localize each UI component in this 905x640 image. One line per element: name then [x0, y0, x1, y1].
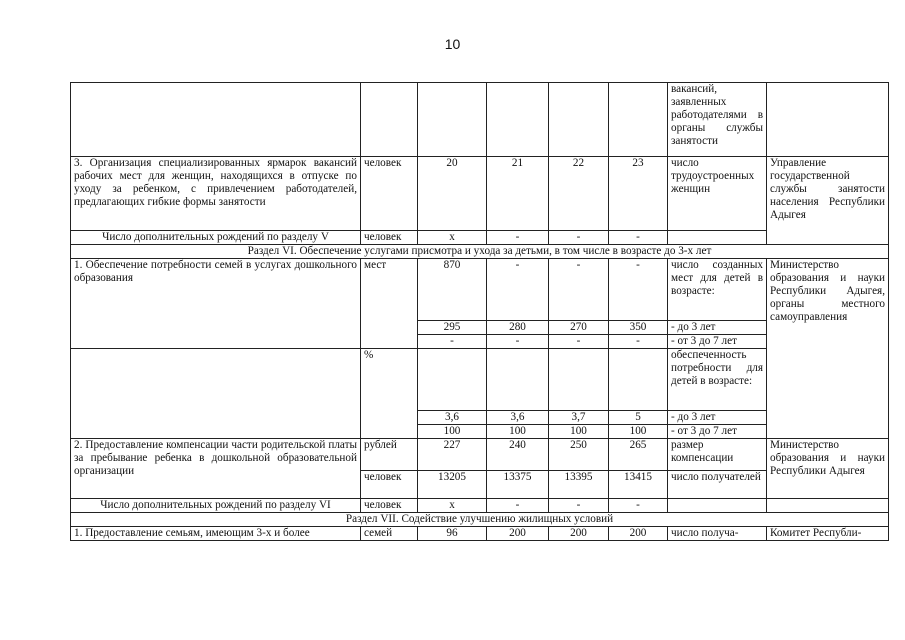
value-cell: 3,6: [487, 411, 549, 425]
value-cell: 13375: [487, 471, 549, 499]
value-cell: 200: [487, 527, 549, 541]
indicator-cell: - от 3 до 7 лет: [668, 425, 767, 439]
table-row: [71, 513, 889, 527]
value-cell: -: [549, 499, 609, 513]
executor-cell: Управление государственной службы занятости населения Республики Адыгея: [767, 157, 889, 245]
table-row: [71, 499, 889, 513]
event-cell: Число дополнительных рождений по разделу VI: [71, 499, 361, 513]
value-cell: -: [487, 259, 549, 321]
section-heading: Раздел VI. Обеспечение услугами присмотра и ухода за детьми, в том числе в возрасте до 3-х лет: [71, 245, 889, 259]
value-cell: 100: [487, 425, 549, 439]
indicator-cell: - до 3 лет: [668, 321, 767, 335]
value-cell: -: [487, 335, 549, 349]
unit-cell: человек: [361, 471, 418, 499]
indicator-cell: число получателей: [668, 471, 767, 499]
value-cell: 21: [487, 157, 549, 231]
value-cell: 13415: [609, 471, 668, 499]
value-cell: 265: [609, 439, 668, 471]
event-cell: 3. Организация специализированных ярмарок вакансий рабочих мест для женщин, находящихся в отпуске по уходу за ребенком, с привлечением работодателей, предлагающих гибкие формы занятости: [71, 157, 361, 231]
value-cell: 200: [549, 527, 609, 541]
value-cell: 250: [549, 439, 609, 471]
value-cell: 20: [418, 157, 487, 231]
table-row: [71, 527, 889, 541]
event-cell: Число дополнительных рождений по разделу V: [71, 231, 361, 245]
unit-cell: %: [361, 349, 418, 439]
value-cell: 350: [609, 321, 668, 335]
value-cell: 100: [418, 425, 487, 439]
indicator-cell: - до 3 лет: [668, 411, 767, 425]
value-cell: 240: [487, 439, 549, 471]
value-cell: 870: [418, 259, 487, 321]
value-cell: 227: [418, 439, 487, 471]
indicator-cell: число созданных мест для детей в возрасте:: [668, 259, 767, 321]
value-cell: -: [609, 231, 668, 245]
unit-cell: мест: [361, 259, 418, 349]
value-cell: 3,7: [549, 411, 609, 425]
value-cell: -: [418, 335, 487, 349]
value-cell: -: [609, 335, 668, 349]
executor-cell: Комитет Республи-: [767, 527, 889, 541]
value-cell: -: [549, 259, 609, 321]
table-row: [71, 83, 889, 157]
value-cell: -: [609, 499, 668, 513]
value-cell: 3,6: [418, 411, 487, 425]
event-cell: 2. Предоставление компенсации части родительской платы за пребывание ребенка в дошкольной образовательной организации: [71, 439, 361, 499]
value-cell: 13395: [549, 471, 609, 499]
value-cell: 100: [549, 425, 609, 439]
value-cell: 295: [418, 321, 487, 335]
value-cell: -: [487, 231, 549, 245]
indicator-cell: - от 3 до 7 лет: [668, 335, 767, 349]
unit-cell: человек: [361, 157, 418, 231]
value-cell: 22: [549, 157, 609, 231]
unit-cell: рублей: [361, 439, 418, 471]
value-cell: -: [609, 259, 668, 321]
value-cell: 100: [609, 425, 668, 439]
measures-table: [70, 82, 889, 541]
unit-cell: человек: [361, 499, 418, 513]
table-row: [71, 259, 889, 321]
indicator-cell: число трудоустроенных женщин: [668, 157, 767, 231]
value-cell: -: [549, 335, 609, 349]
table-row: [71, 349, 889, 411]
page-number: 10: [444, 36, 461, 52]
executor-cell: Министерство образования и науки Республики Адыгея, органы местного самоуправления: [767, 259, 889, 439]
value-cell: 280: [487, 321, 549, 335]
value-cell: 13205: [418, 471, 487, 499]
value-cell: -: [549, 231, 609, 245]
value-cell: 96: [418, 527, 487, 541]
value-cell: 5: [609, 411, 668, 425]
indicator-cell: число получа-: [668, 527, 767, 541]
unit-cell: человек: [361, 231, 418, 245]
value-cell: 23: [609, 157, 668, 231]
executor-cell: Министерство образования и науки Республики Адыгея: [767, 439, 889, 499]
indicator-cell: вакансий, заявленных работодателями в органы службы занятости: [668, 83, 767, 157]
indicator-cell: размер компенсации: [668, 439, 767, 471]
section-heading: Раздел VII. Содействие улучшению жилищных условий: [71, 513, 889, 527]
value-cell: х: [418, 499, 487, 513]
value-cell: 270: [549, 321, 609, 335]
table-row: [71, 439, 889, 471]
table-row: [71, 157, 889, 231]
indicator-cell: обеспеченность потребности для детей в возрасте:: [668, 349, 767, 411]
table-row: [71, 245, 889, 259]
event-cell: 1. Предоставление семьям, имеющим 3-х и более: [71, 527, 361, 541]
value-cell: -: [487, 499, 549, 513]
unit-cell: семей: [361, 527, 418, 541]
value-cell: х: [418, 231, 487, 245]
event-cell: 1. Обеспечение потребности семей в услугах дошкольного образования: [71, 259, 361, 349]
value-cell: 200: [609, 527, 668, 541]
table-row: [71, 231, 889, 245]
